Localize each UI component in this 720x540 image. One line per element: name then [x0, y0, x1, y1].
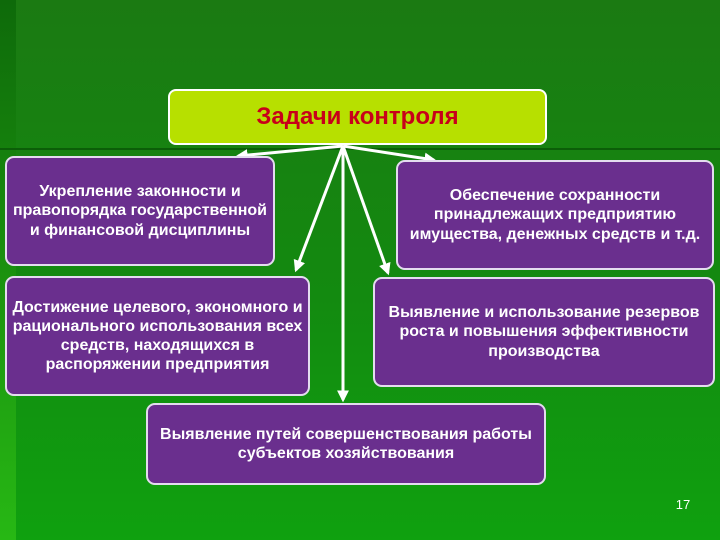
task-box-strengthen-legality: Укрепление законности и правопорядка государственной и финансовой дисциплины: [5, 156, 275, 266]
task-box-asset-protection: Обеспечение сохранности принадлежащих предприятию имущества, денежных средств и т.д.: [396, 160, 714, 270]
task-box-improvement-ways: Выявление путей совершенствования работы субъектов хозяйствования: [146, 403, 546, 485]
task-box-efficient-use-of-funds: Достижение целевого, экономного и рационального использования всех средств, находящихся в распоряжении предприятия: [5, 276, 310, 396]
arrow-to-right-top: [343, 146, 434, 160]
task-box-growth-reserves: Выявление и использование резервов роста и повышения эффективности производства: [373, 277, 715, 387]
arrow-to-left-middle: [296, 146, 343, 270]
diagram-title: Задачи контроля: [168, 89, 547, 145]
arrow-to-right-middle: [343, 146, 388, 273]
page-number: 17: [675, 497, 691, 512]
arrow-to-left-top: [238, 146, 343, 156]
